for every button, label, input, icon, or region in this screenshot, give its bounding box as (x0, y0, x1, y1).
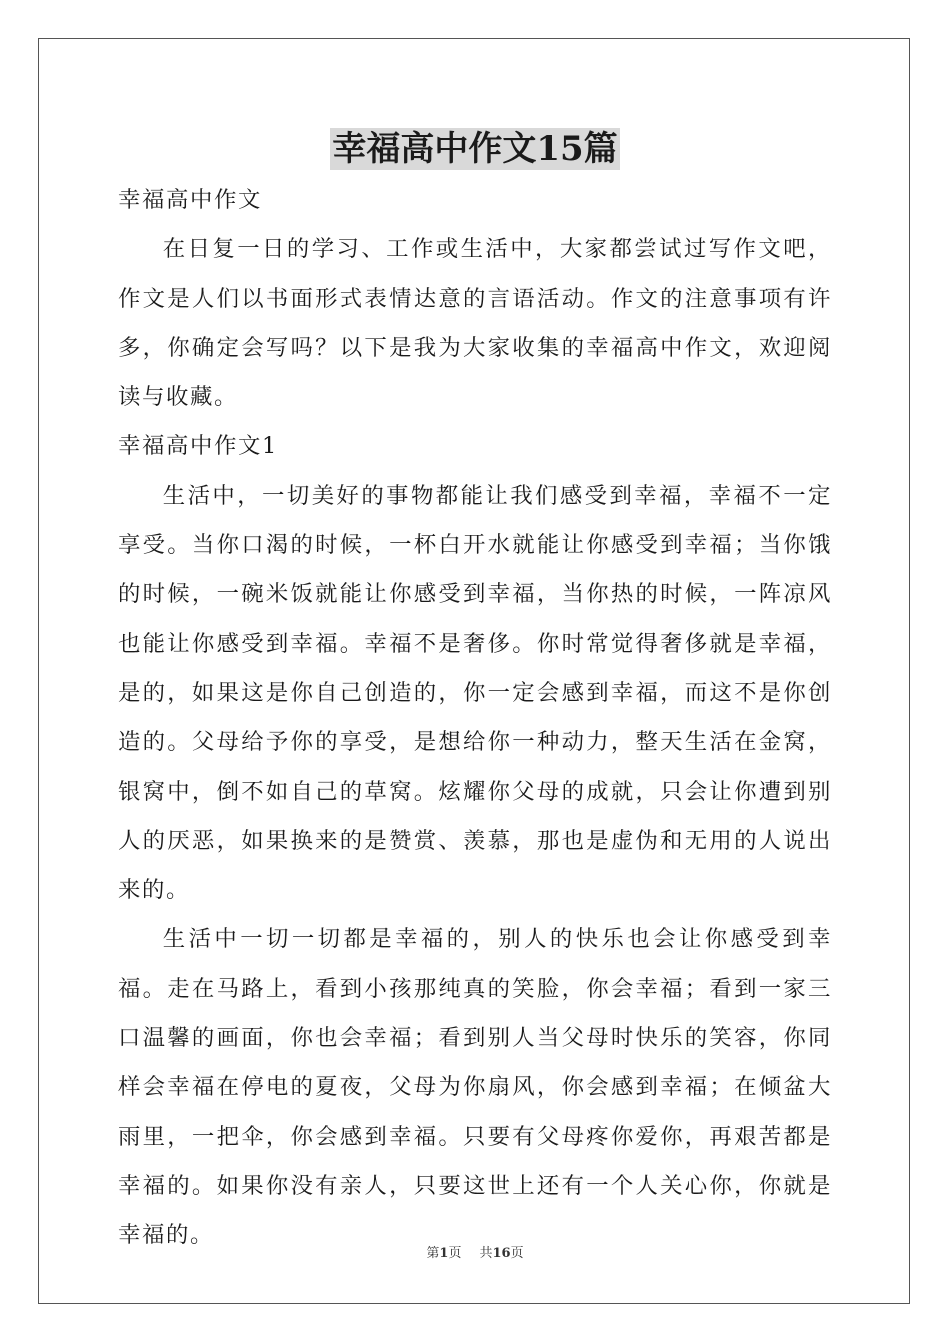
body-paragraph: 生活中，一切美好的事物都能让我们感受到幸福，幸福不一定享受。当你口渴的时候，一杯白开水就能让你感受到幸福；当你饿的时候，一碗米饭就能让你感受到幸福，当你热的时候，一阵凉风也能让你感受到幸福。幸福不是奢侈。你时常觉得奢侈就是幸福，是的，如果这是你自己创造的，你一定会感到幸福，而这不是你创造的。父母给予你的享受，是想给你一种动力，整天生活在金窝，银窝中，倒不如自己的草窝。炫耀你父母的成就，只会让你遭到别人的厌恶，如果换来的是赞赏、羡慕，那也是虚伪和无用的人说出来的。 (118, 482, 832, 904)
current-page-number: 1 (439, 1246, 449, 1261)
title-container (0, 128, 950, 170)
total-label-suffix: 页 (510, 1246, 524, 1261)
total-page-number: 16 (492, 1246, 511, 1261)
intro-paragraph: 在日复一日的学习、工作或生活中，大家都尝试过写作文吧，作文是人们以书面形式表情达意的言语活动。作文的注意事项有许多，你确定会写吗？以下是我为大家收集的幸福高中作文，欢迎阅读与收藏。 (118, 236, 832, 411)
section-heading: 幸福高中作文 (118, 187, 262, 213)
page-footer (0, 1244, 950, 1264)
body-paragraph: 生活中一切一切都是幸福的，别人的快乐也会让你感受到幸福。走在马路上，看到小孩那纯真的笑脸，你会幸福；看到一家三口温馨的画面，你也会幸福；看到别人当父母时快乐的笑容，你同样会幸福在停电的夏夜，父母为你扇风，你会感到幸福；在倾盆大雨里，一把伞，你会感到幸福。只要有父母疼你爱你，再艰苦都是幸福的。如果你没有亲人，只要这世上还有一个人关心你，你就是幸福的。 (118, 926, 832, 1249)
page-label-prefix: 第 (426, 1246, 440, 1261)
document-body (118, 176, 832, 1261)
page-label-suffix: 页 (448, 1246, 462, 1261)
section-heading: 幸福高中作文1 (118, 433, 278, 460)
total-label-prefix: 共 (479, 1246, 493, 1261)
document-title: 幸福高中作文15篇 (332, 129, 618, 169)
